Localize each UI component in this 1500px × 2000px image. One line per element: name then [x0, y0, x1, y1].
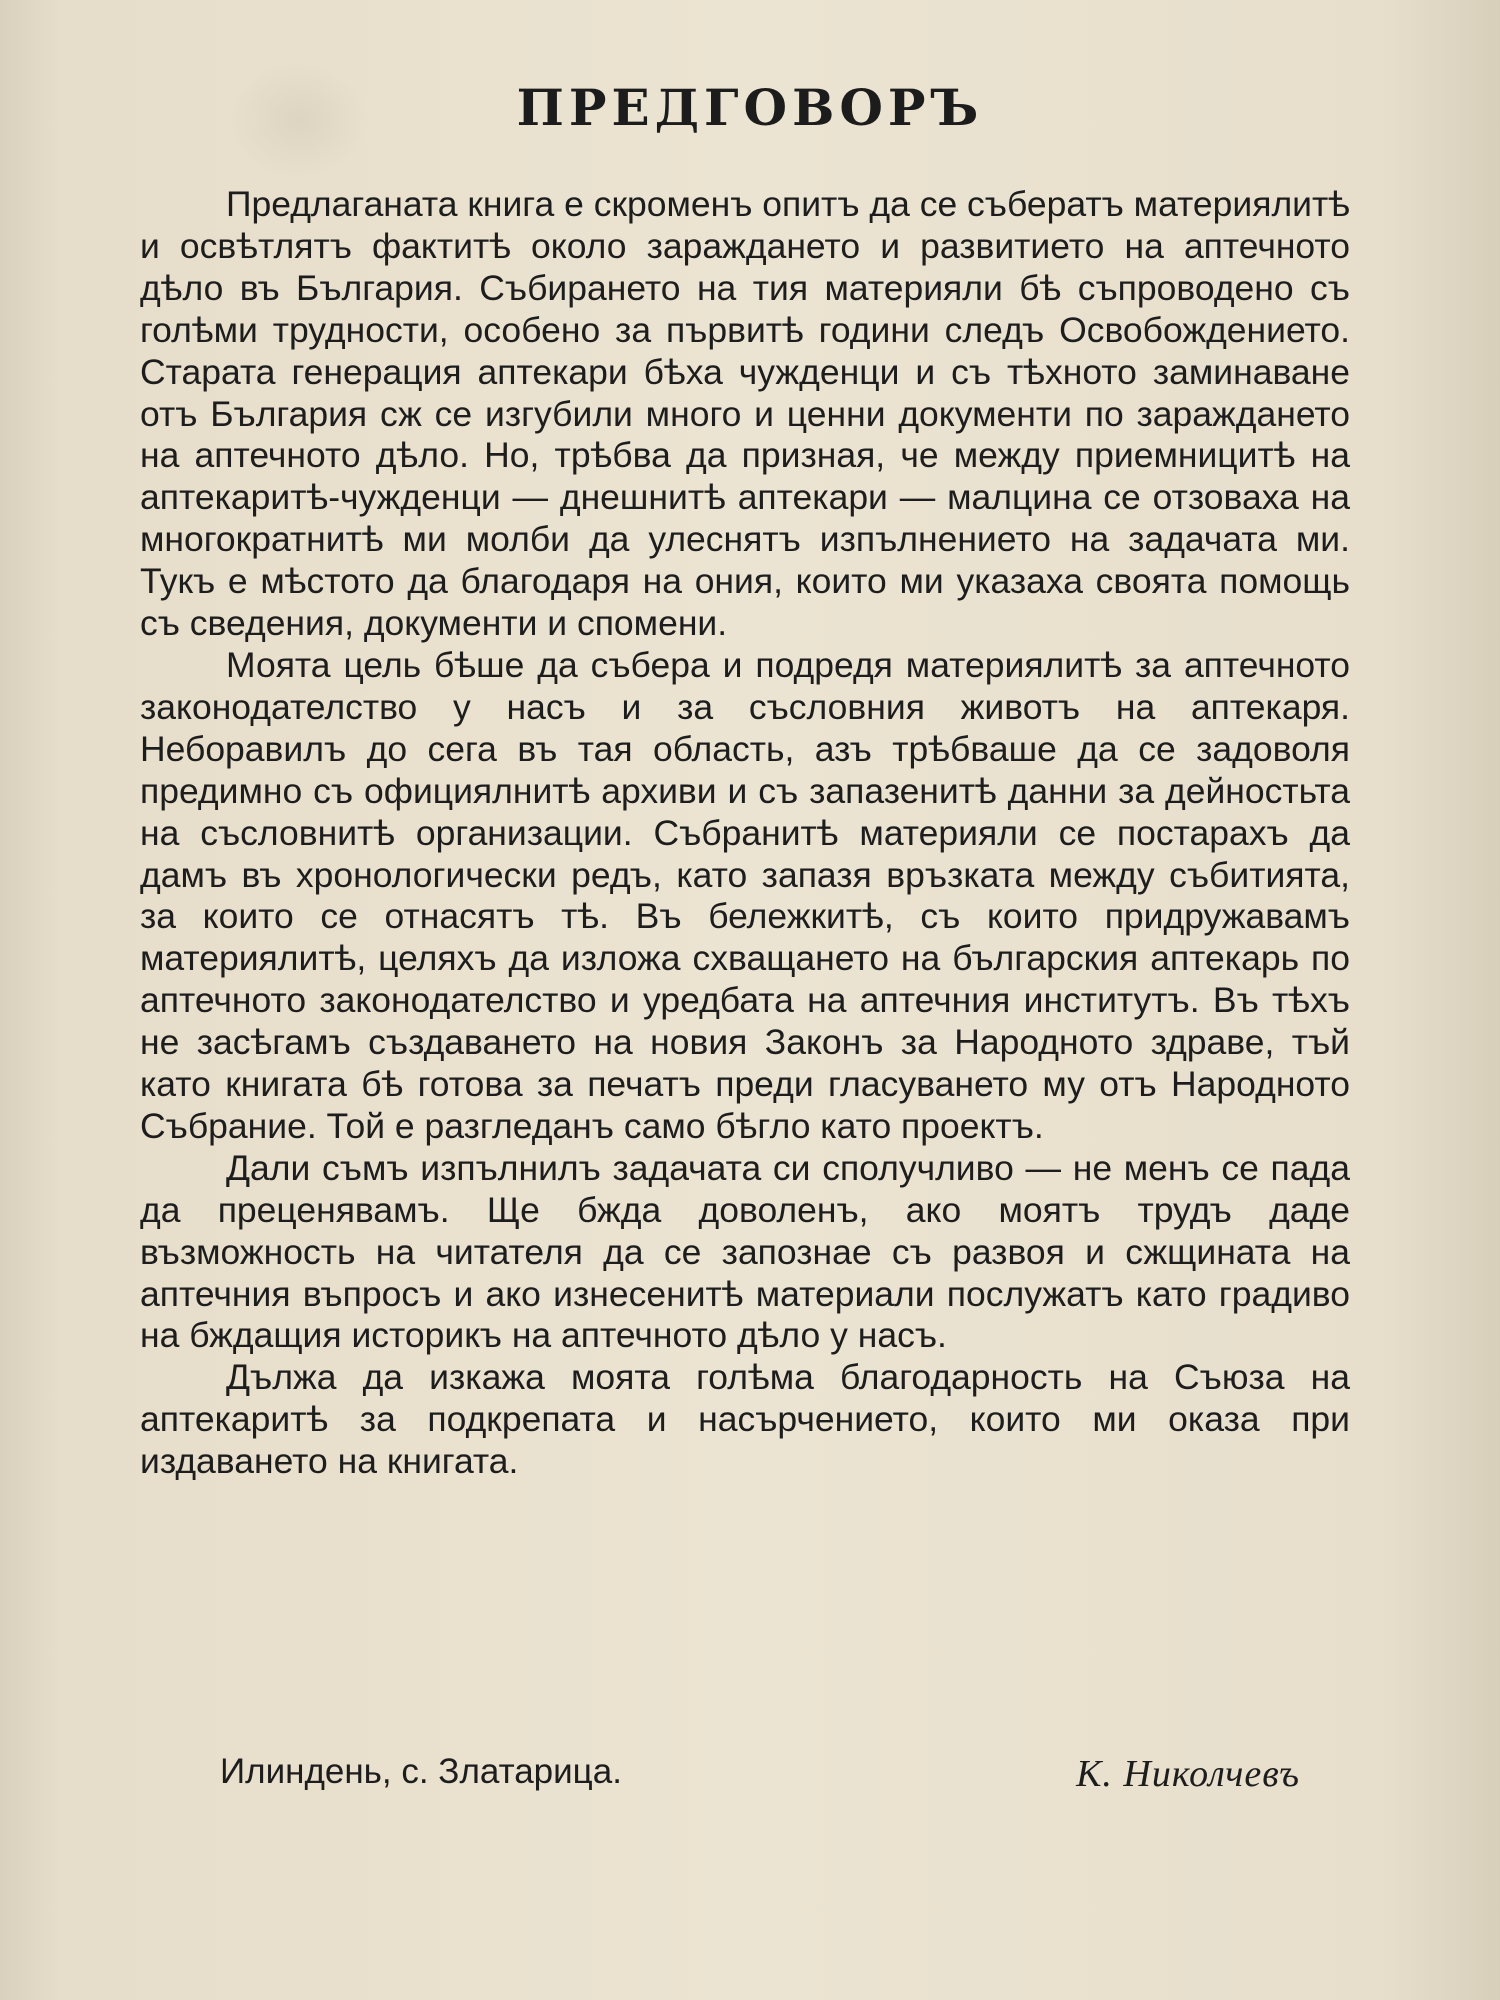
preface-body [140, 184, 1350, 1483]
page-title: ПРЕДГОВОРЪ [516, 78, 984, 137]
closing [220, 1752, 1300, 1802]
paragraph-1: Предлаганата книга е скроменъ опитъ да се събератъ материялитѣ и освѣтлятъ фактитѣ около зараждането и развитието на аптечното дѣло въ България. Събирането на тия материяли бѣ съпроводено съ голѣми трудности, особено за първитѣ години следъ Освобождението. Старата генерация аптекари бѣха чужденци и съ тѣхното заминаване отъ България сж се изгубили много и ценни документи по зараждането на аптечното дѣло. Но, трѣбва да призная, че между приемницитѣ на аптекаритѣ-чужденци — днешнитѣ аптекари — малцина се отзоваха на многократнитѣ ми молби да улеснятъ изпълнението на задачата ми. Тукъ е мѣстото да благодаря на ония, които ми указаха своята помощь съ сведения, документи и спомени. [140, 184, 1351, 644]
paragraph-2: Моята цель бѣше да събера и подредя материялитѣ за аптечното законодателство у насъ и за съсловния животъ на аптекаря. Неборавилъ до сега въ тая область, азъ трѣбваше да се задоволя предимно съ официялнитѣ архиви и съ запазенитѣ данни за дейностьта на съсловнитѣ организации. Събранитѣ материяли се постарахъ да дамъ въ хронологически редъ, като запазя връзката между събитията, за които се отнасятъ тѣ. Въ бележкитѣ, съ които придружавамъ материялитѣ, целяхъ да изложа схващането на българския аптекарь по аптечното законодателство и уредбата на аптечния институтъ. Въ тѣхъ не засѣгамъ създаването на новия Законъ за Народното здраве, тъй като книгата бѣ готова за печатъ преди гласуването му отъ Народното Събрание. Той е разгледанъ само бѣгло като проектъ. [140, 644, 1350, 1146]
place-line: Илиндень, с. Златарица. [220, 1752, 622, 1791]
author-signature: К. Николчевъ [1076, 1753, 1300, 1795]
paragraph-4: Дължа да изкажа моята голѣма благодарность на Съюза на аптекаритѣ за подкрепата и насърчението, които ми оказа при издаването на книгата. [140, 1357, 1350, 1482]
paragraph-3: Дали съмъ изпълнилъ задачата си сполучливо — не менъ се пада да преценявамъ. Ще бжда доволенъ, ако моятъ трудъ даде възможность на читателя да се запознае съ развоя и сжщината на аптечния въпросъ и ако изнесенитѣ материали послужатъ като градиво на бждащия историкъ на аптечното дѣло у насъ. [140, 1147, 1350, 1356]
